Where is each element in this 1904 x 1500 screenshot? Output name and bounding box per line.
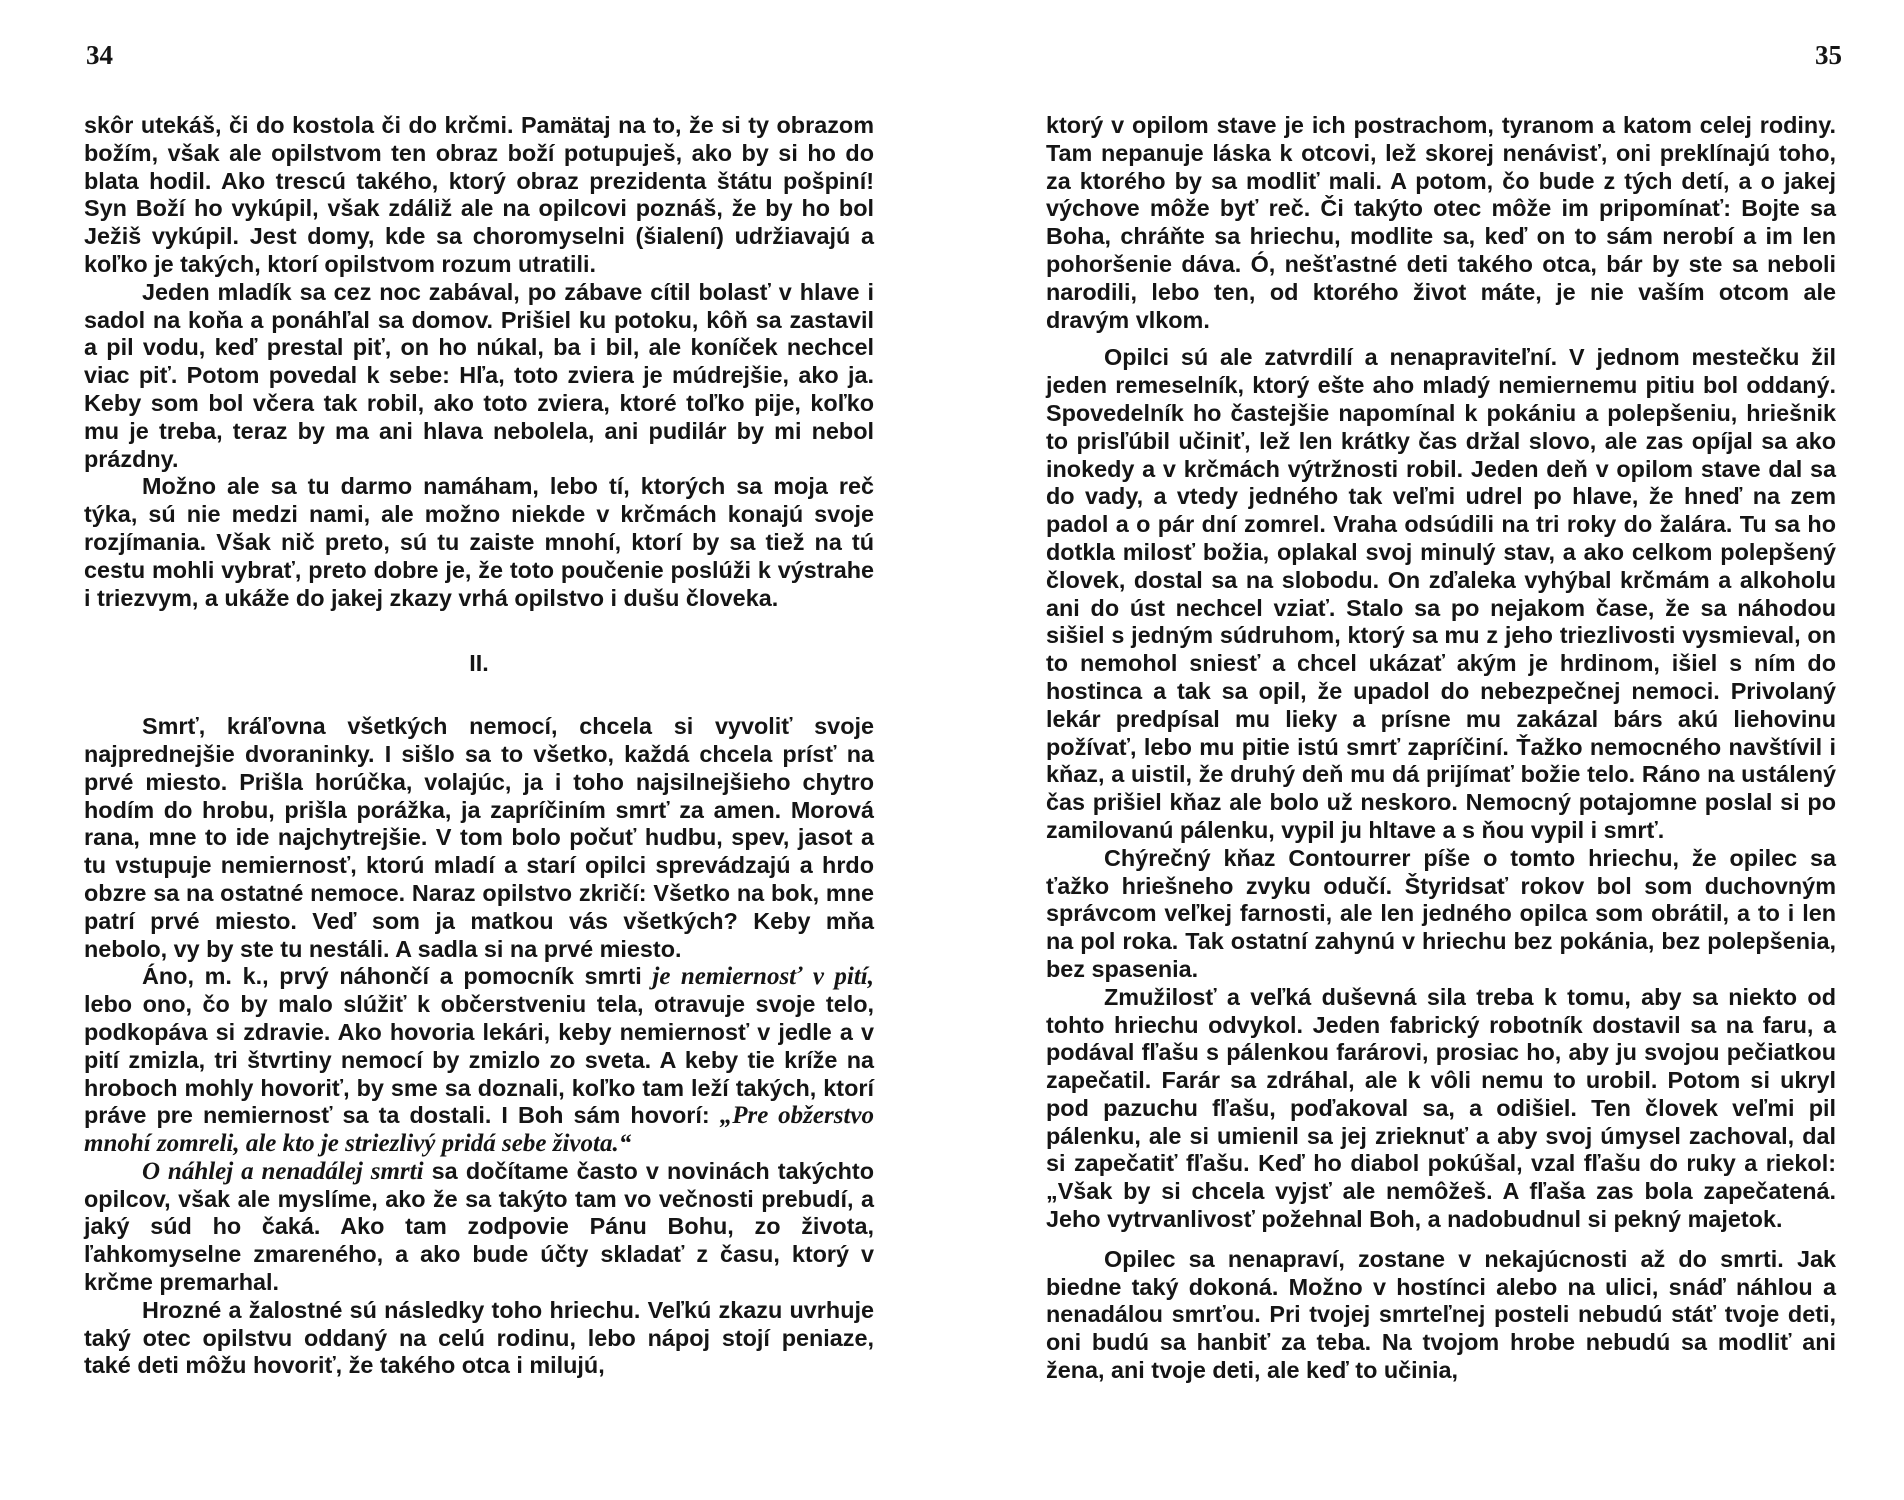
page-number-left: 34 — [86, 40, 113, 70]
paragraph: Chýrečný kňaz Contourrer píše o tomto hriechu, že opilec sa ťažko hriešneho zvyku odučí. Štyridsať rokov bol som duchovným správcom veľkej farnosti, ale len jedného opilca som obrátil, a to i len na pol roka. Tak ostatní zahynú v hriechu bez pokánia, bez polepšenia, bez spasenia. — [1046, 844, 1836, 982]
paragraph-nemiernost — [84, 963, 874, 1158]
paragraph: Opilec sa nenapraví, zostane v nekajúcnosti až do smrti. Jak biedne taký dokoná. Možno v hostínci alebo na ulici, snáď náhlou a nenadálou smrťou. Pri tvojej smrteľnej posteli nebudú stáť tvoje deti, oni budú sa hanbiť za teba. Na tvojom hrobe nebudú sa modliť ani žena, ani tvoje deti, ale keď to učinia, — [1046, 1245, 1836, 1384]
italic-quote: „Pre obžerstvo mnohí zomreli, ale kto je striezlivý pridá sebe života.“ — [84, 1102, 874, 1158]
paragraph: Opilci sú ale zatvrdilí a nenapraviteľní. V jednom mestečku žil jeden remeselník, ktorý ešte aho mladý nemiernemu pitiu bol oddaný. Spovedelník ho častejšie napomínal k pokániu a polepšeniu, hriešnik to prisľúbil učiniť, lež len krátky čas držal slovo, ale zas opíjal sa ako inokedy a v krčmách výtržnosti robil. Jeden deň v opilom stave dal sa do vady, a vtedy jedného tak veľmi udrel po hlave, že hneď na zem padol a o pár dní zomrel. Vraha odsúdili na tri roky do žalára. Tu sa ho dotkla milosť božia, oplakal svoj minulý stav, a ako celkom polepšený človek, dostal sa na slobodu. On zďaleka vyhýbal krčmám a alkoholu ani do úst nechcel vziať. Stalo sa po nejakom čase, že sa náhodou sišiel s jedným súdruhom, ktorý sa mu z jeho triezlivosti vysmieval, on to nemohol sniesť a chcel ukázať akým je hrdinom, išiel s ním do hostinca a tak sa opil, že upadol do nebezpečnej nemoci. Privolaný lekár predpísal mu lieky a prísne mu zakázal bárs akú liehovinu požívať, lebo mu pitie istú smrť zapríčiní. Ťažko nemocného navštívil i kňaz, a uistil, že druhý deň mu dá prijímať božie telo. Ráno na ustálený čas prišiel kňaz ale bolo už neskoro. Nemocný potajomne poslal si po zamilovanú pálenku, vypil ju hltave a s ňou vypil i smrť. — [1046, 344, 1836, 843]
paragraph: Zmužilosť a veľká duševná sila treba k tomu, aby sa niekto od tohto hriechu odvykol. Jeden fabrický robotník dostavil sa na faru, a podával fľašu s pálenkou farárovi, prosiac ho, aby ju svojou pečiatkou zapečatil. Farár sa zdráhal, ale k vôli nemu to urobil. Potom si ukryl pod pazuchu fľašu, poďakoval sa, a odišiel. Ten človek veľmi pil pálenku, ale si umienil sa jej zrieknuť a aby svoj úmysel zachoval, dal si zapečatiť fľašu. Keď ho diabol pokúšal, vzal fľašu do ruky a riekol: „Však by si chcela vyjsť ale nemôžeš. A fľaša zas bola zapečatená. Jeho vytrvanlivosť požehnal Boh, a nadobudnul si pekný majetok. — [1046, 983, 1836, 1233]
paragraph: Smrť, kráľovna všetkých nemocí, chcela si vyvoliť svoje najprednejšie dvoraninky. I sišlo sa to všetko, každá chcela prísť na prvé miesto. Prišla horúčka, volajúc, ja i toho najsilnejšieho chytro hodím do hrobu, prišla porážka, ja zapríčiním smrť za amen. Morová rana, mne to ide najchytrejšie. V tom bolo počuť hudbu, spev, jasot a tu vstupuje nemiernosť, ktorú mladí a starí opilci sprevádzajú a hrdo obzre sa na ostatné nemoce. Naraz opilstvo zkričí: Všetko na bok, mne patrí prvé miesto. Veď som ja matkou vás všetkých? Keby mňa nebolo, vy by ste tu nestáli. A sadla si na prvé miesto. — [84, 713, 874, 962]
paragraph-nahla-smrt — [84, 1158, 874, 1297]
text-run: sa dočítame často v novinách takýchto opilcov, však ale myslíme, ako že sa takýto tam vo večnosti prebudí, a jaký súd ho čaká. Ako tam zodpovie Pánu Bohu, zo života, ľahkomyselne zmareného, a ako bude účty skladať z času, ktorý v krčme premarhal. — [84, 1157, 874, 1296]
paragraph: ktorý v opilom stave je ich postrachom, tyranom a katom celej rodiny. Tam nepanuje láska k otcovi, lež skorej nenávisť, oni preklínajú toho, za ktorého by sa modliť mali. A potom, čo bude z tých detí, a o jakej výchove môže byť reč. Či takýto otec môže im pripomínať: Bojte sa Boha, chráňte sa hriechu, modlite sa, keď on to sám nerobí a im len pohoršenie dáva. Ó, nešťastné deti takého otca, bár by ste sa neboli narodili, lebo ten, od ktorého život máte, je nie vaším otcom ale dravým vlkom. — [1046, 112, 1836, 333]
paragraph: skôr utekáš, či do kostola či do krčmi. Pamätaj na to, že si ty obrazom božím, však ale opilstvom ten obraz boží potupuješ, ako by si ho do blata hodil. Ako trescú takého, ktorý obraz prezidenta štátu pošpiní! Syn Boží ho vykúpil, však zdáliž ale na opilcovi poznáš, že by ho bol Ježiš vykúpil. Jest domy, kde sa choromyselni (šialení) udržiavajú a koľko je takých, ktorí opilstvom rozum utratili. — [84, 112, 874, 277]
right-page — [1046, 112, 1836, 1385]
italic-text: O náhlej a nenadálej smrti — [142, 1157, 424, 1185]
paragraph: Možno ale sa tu darmo namáham, lebo tí, ktorých sa moja reč týka, sú nie medzi nami, ale možno niekde v krčmách konajú svoje rozjímania. Však nič preto, sú tu zaiste mnohí, ktorí by sa tiež na tú cestu mohli vybrať, preto dobre je, že toto poučenie poslúži k výstrahe i triezvym, a ukáže do jakej zkazy vrhá opilstvo i dušu človeka. — [84, 473, 874, 611]
italic-text: je nemiernosť v pití, — [652, 963, 874, 991]
page-number-right: 35 — [1815, 40, 1842, 70]
paragraph: Jeden mladík sa cez noc zabával, po zábave cítil bolasť v hlave i sadol na koňa a ponáhľal sa domov. Prišiel ku potoku, kôň sa zastavil a pil vodu, keď prestal piť, on ho núkal, ba i bil, ale koníček nechcel viac piť. Potom povedal k sebe: Hľa, toto zviera je múdrejšie, ako ja. Keby som bol včera tak robil, ako toto zviera, ktoré toľko pije, koľko mu je treba, teraz by ma ani hlava nebolela, ani pudilár by mi nebol prázdny. — [84, 278, 874, 472]
text-run: Áno, m. k., prvý náhončí a pomocník smrti — [142, 963, 653, 990]
section-heading: II. — [469, 650, 489, 677]
paragraph: Hrozné a žalostné sú následky toho hriechu. Veľkú zkazu uvrhuje taký otec opilstvu oddaný na celú rodinu, lebo nápoj stojí peniaze, také deti môžu hovoriť, že takého otca i milujú, — [84, 1296, 874, 1379]
text-run: lebo ono, čo by malo slúžiť k občerstveniu tela, otravuje svoje telo, podkopáva si zdravie. Ako hovoria lekári, keby nemiernosť v jedle a v pití zmizla, tri štvrtiny nemocí by zmizlo zo sveta. A keby tie kríže na hroboch mohly hovoriť, by sme sa doznali, koľko tam leží takých, ktorí práve pre nemiernosť sa ta dostali. I Boh sám hovorí: — [84, 991, 874, 1129]
left-page — [84, 112, 874, 1380]
